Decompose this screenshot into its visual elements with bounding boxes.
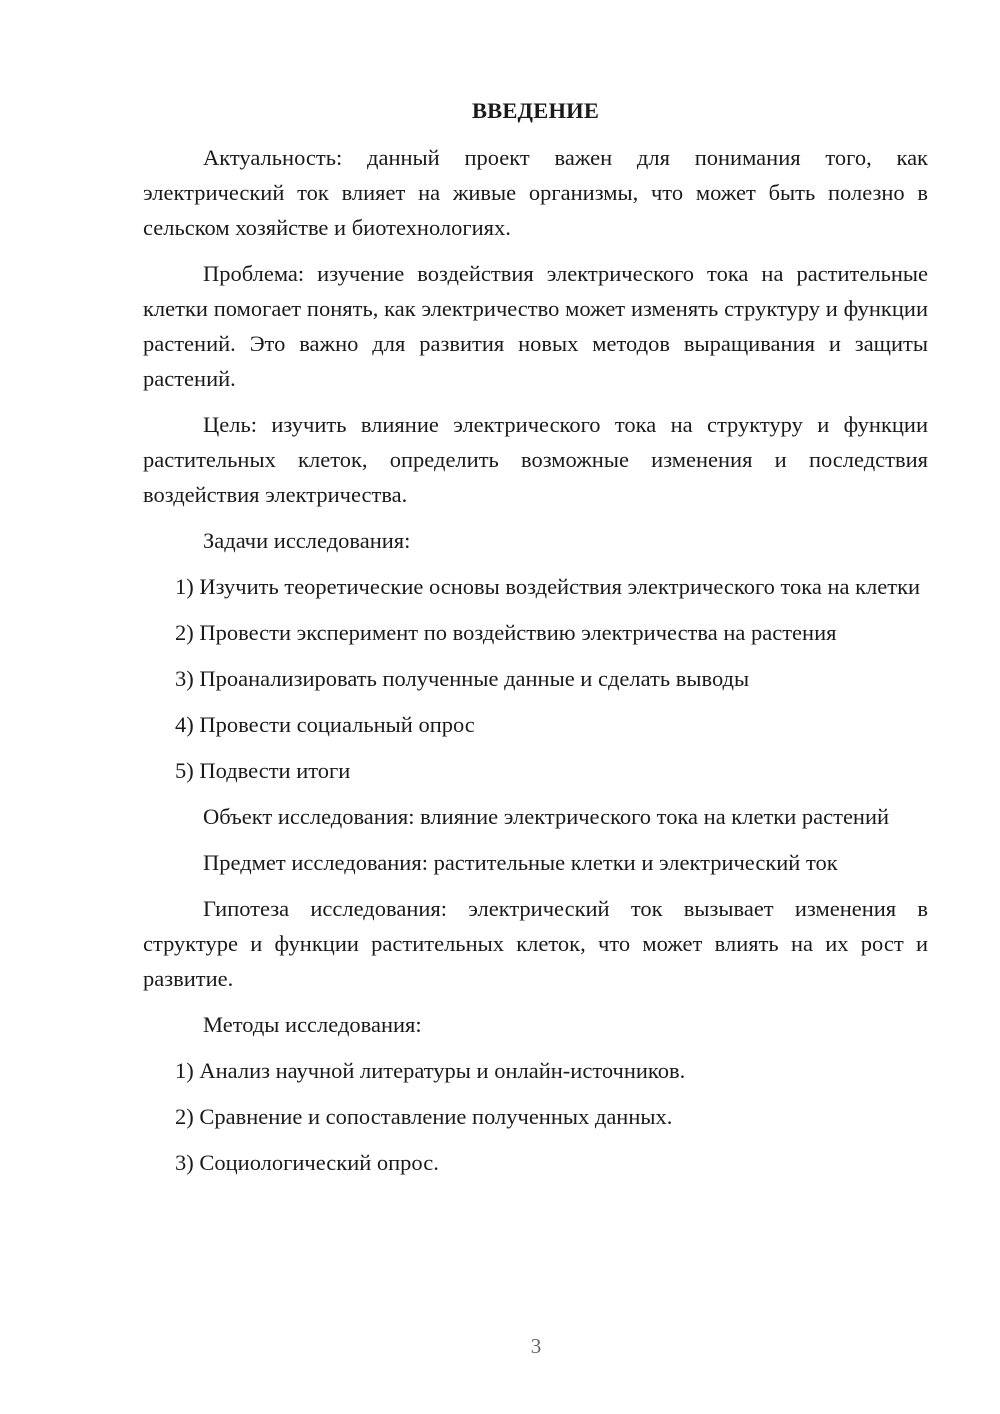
paragraph-object: Объект исследования: влияние электрического тока на клетки растений	[203, 804, 890, 829]
task-item-3: 3) Проанализировать полученные данные и сделать выводы	[175, 666, 750, 691]
paragraph-hypothesis: Гипотеза исследования: электрический ток вызывает изменения в структуре и функции растительных клеток, что может влиять на их рост и развитие.	[143, 896, 928, 991]
paragraph-subject: Предмет исследования: растительные клетки и электрический ток	[203, 850, 838, 875]
task-item-5: 5) Подвести итоги	[175, 758, 351, 783]
method-item-1: 1) Анализ научной литературы и онлайн-источников.	[175, 1058, 686, 1083]
task-item-1: 1) Изучить теоретические основы воздействия электрического тока на клетки	[175, 574, 921, 599]
methods-heading: Методы исследования:	[203, 1012, 422, 1037]
document-body	[143, 94, 928, 1191]
paragraph-relevance: Актуальность: данный проект важен для понимания того, как электрический ток влияет на живые организмы, что может быть полезно в сельском хозяйстве и биотехнологиях.	[143, 145, 928, 240]
method-item-3: 3) Социологический опрос.	[175, 1150, 439, 1175]
paragraph-problem: Проблема: изучение воздействия электрического тока на растительные клетки помогает понять, как электричество может изменять структуру и функции растений. Это важно для развития новых методов выращивания и защиты растений.	[143, 261, 928, 391]
method-item-2: 2) Сравнение и сопоставление полученных данных.	[175, 1104, 673, 1129]
section-title: ВВЕДЕНИЕ	[471, 98, 600, 123]
task-item-4: 4) Провести социальный опрос	[175, 712, 475, 737]
task-item-2: 2) Провести эксперимент по воздействию электричества на растения	[175, 620, 837, 645]
paragraph-goal: Цель: изучить влияние электрического тока на структуру и функции растительных клеток, определить возможные изменения и последствия воздействия электричества.	[143, 412, 928, 507]
page-number: 3	[530, 1334, 542, 1358]
tasks-heading: Задачи исследования:	[203, 528, 411, 553]
